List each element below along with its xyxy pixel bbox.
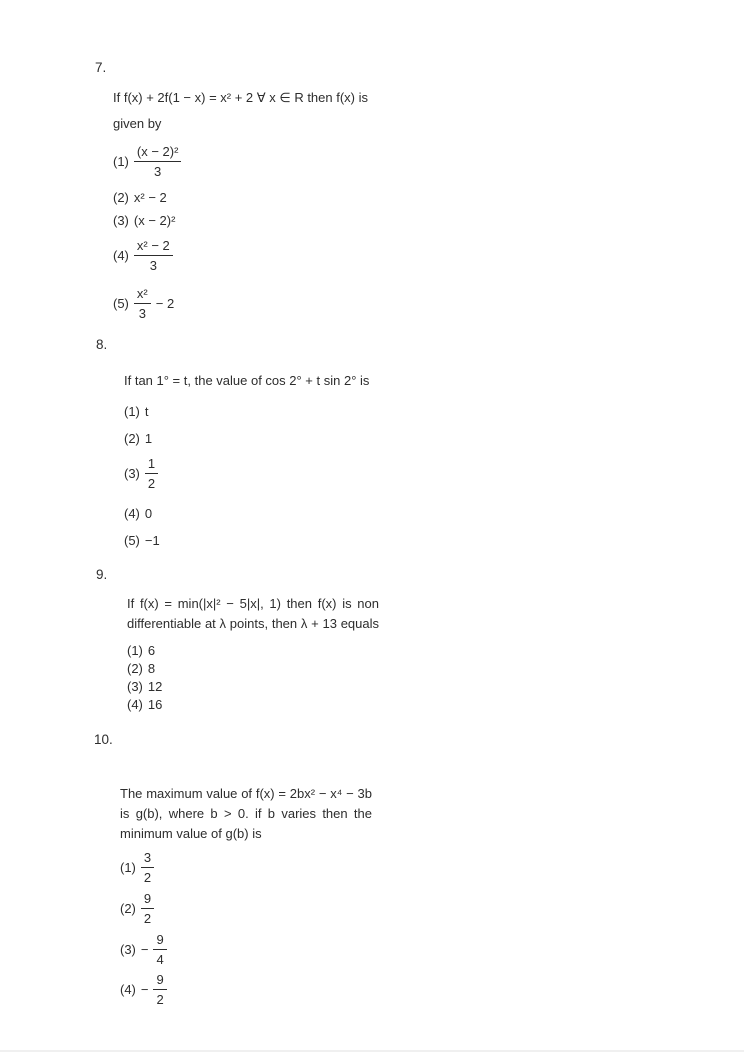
option-label: (4) — [113, 247, 129, 263]
question-10-option-1 — [120, 849, 372, 886]
fraction-numerator: x² — [136, 286, 148, 301]
option-label: (2) — [120, 900, 136, 916]
question-8-option-2 — [124, 430, 394, 448]
fraction-numerator: (x − 2)² — [136, 144, 179, 159]
question-8-body — [124, 372, 394, 550]
fraction-denominator: 3 — [134, 303, 151, 322]
fraction-numerator: 1 — [147, 456, 156, 471]
option-label: (5) — [124, 533, 140, 548]
fraction — [141, 890, 154, 927]
question-9-text-line-2: differentiable at λ points, then λ + 13 equals — [127, 616, 379, 631]
fraction — [145, 455, 158, 492]
question-10-text-line-2: is g(b), where b > 0. if b varies then the — [120, 806, 372, 821]
option-label: (5) — [113, 295, 129, 311]
option-text: x² − 2 — [133, 190, 167, 205]
fraction — [141, 849, 154, 886]
option-text: 1 — [144, 431, 153, 446]
option-label: (1) — [120, 859, 136, 875]
question-10-body — [120, 784, 372, 1008]
option-text: −1 — [144, 533, 160, 548]
fraction — [134, 285, 151, 322]
question-8-number: 8. — [96, 337, 108, 352]
option-text: 6 — [147, 643, 156, 658]
question-10-option-4 — [120, 971, 372, 1008]
fraction — [134, 143, 182, 180]
fraction-numerator: 3 — [143, 850, 152, 865]
question-7-option-2 — [113, 189, 383, 207]
question-7-option-3 — [113, 212, 383, 230]
option-label: (3) — [124, 465, 140, 481]
fraction-denominator: 3 — [134, 161, 182, 180]
question-8-option-5 — [124, 532, 394, 550]
option-minus-sign: − — [140, 981, 149, 997]
fraction-denominator: 4 — [153, 949, 166, 968]
question-7-option-1 — [113, 143, 383, 180]
question-8-option-3 — [124, 455, 394, 492]
question-9-option-3 — [127, 678, 379, 696]
option-label: (1) — [113, 153, 129, 169]
question-7-number: 7. — [95, 60, 107, 75]
fraction-denominator: 2 — [145, 473, 158, 492]
option-label: (3) — [120, 941, 136, 957]
option-text: 16 — [147, 697, 163, 712]
question-7-option-4 — [113, 237, 383, 274]
fraction-denominator: 2 — [141, 867, 154, 886]
option-text: 0 — [144, 506, 153, 521]
fraction-denominator: 2 — [141, 908, 154, 927]
question-7-option-5 — [113, 285, 383, 322]
option-text: (x − 2)² — [133, 213, 176, 228]
option-minus-sign: − — [140, 941, 149, 957]
question-7-text-line-1: If f(x) + 2f(1 − x) = x² + 2 ∀ x ∈ R then f(x) is — [113, 90, 369, 105]
fraction-numerator: 9 — [156, 972, 164, 987]
question-7-body — [113, 89, 383, 322]
question-10-text-line-1: The maximum value of f(x) = 2bx² − x⁴ − 3b — [120, 786, 372, 801]
fraction — [153, 931, 166, 968]
fraction — [134, 237, 173, 274]
fraction-numerator: 9 — [143, 891, 152, 906]
option-label: (4) — [124, 506, 140, 521]
option-label: (2) — [124, 431, 140, 446]
option-label: (1) — [127, 643, 143, 658]
option-text: 8 — [147, 661, 156, 676]
fraction — [153, 971, 166, 1008]
question-8-option-4 — [124, 505, 394, 523]
option-text: 12 — [147, 679, 163, 694]
option-label: (2) — [113, 190, 129, 205]
fraction-numerator: x² − 2 — [136, 238, 170, 253]
question-9-text-line-1: If f(x) = min(|x|² − 5|x|, 1) then f(x) is non — [127, 596, 379, 611]
question-9-body — [127, 594, 379, 714]
fraction-denominator: 2 — [153, 989, 166, 1008]
option-label: (2) — [127, 661, 143, 676]
option-label: (4) — [127, 697, 143, 712]
question-9-option-1 — [127, 642, 379, 660]
question-9-option-2 — [127, 660, 379, 678]
question-10-text-line-3: minimum value of g(b) is — [120, 826, 262, 841]
option-label: (1) — [124, 404, 140, 419]
question-9-option-4 — [127, 696, 379, 714]
option-text: t — [144, 404, 149, 419]
option-label: (4) — [120, 981, 136, 997]
question-10-option-2 — [120, 890, 372, 927]
option-label: (3) — [113, 213, 129, 228]
question-9-number: 9. — [96, 567, 108, 582]
question-10-option-3 — [120, 931, 372, 968]
fraction-denominator: 3 — [134, 255, 173, 274]
option-trailing-text: − 2 — [155, 295, 175, 311]
question-8-option-1 — [124, 403, 394, 421]
fraction-numerator: 9 — [156, 932, 164, 947]
question-7-text-line-2: given by — [113, 116, 162, 131]
question-10-number: 10. — [94, 732, 113, 747]
question-8-text-line-1: If tan 1° = t, the value of cos 2° + t sin 2° is — [124, 373, 370, 388]
option-label: (3) — [127, 679, 143, 694]
